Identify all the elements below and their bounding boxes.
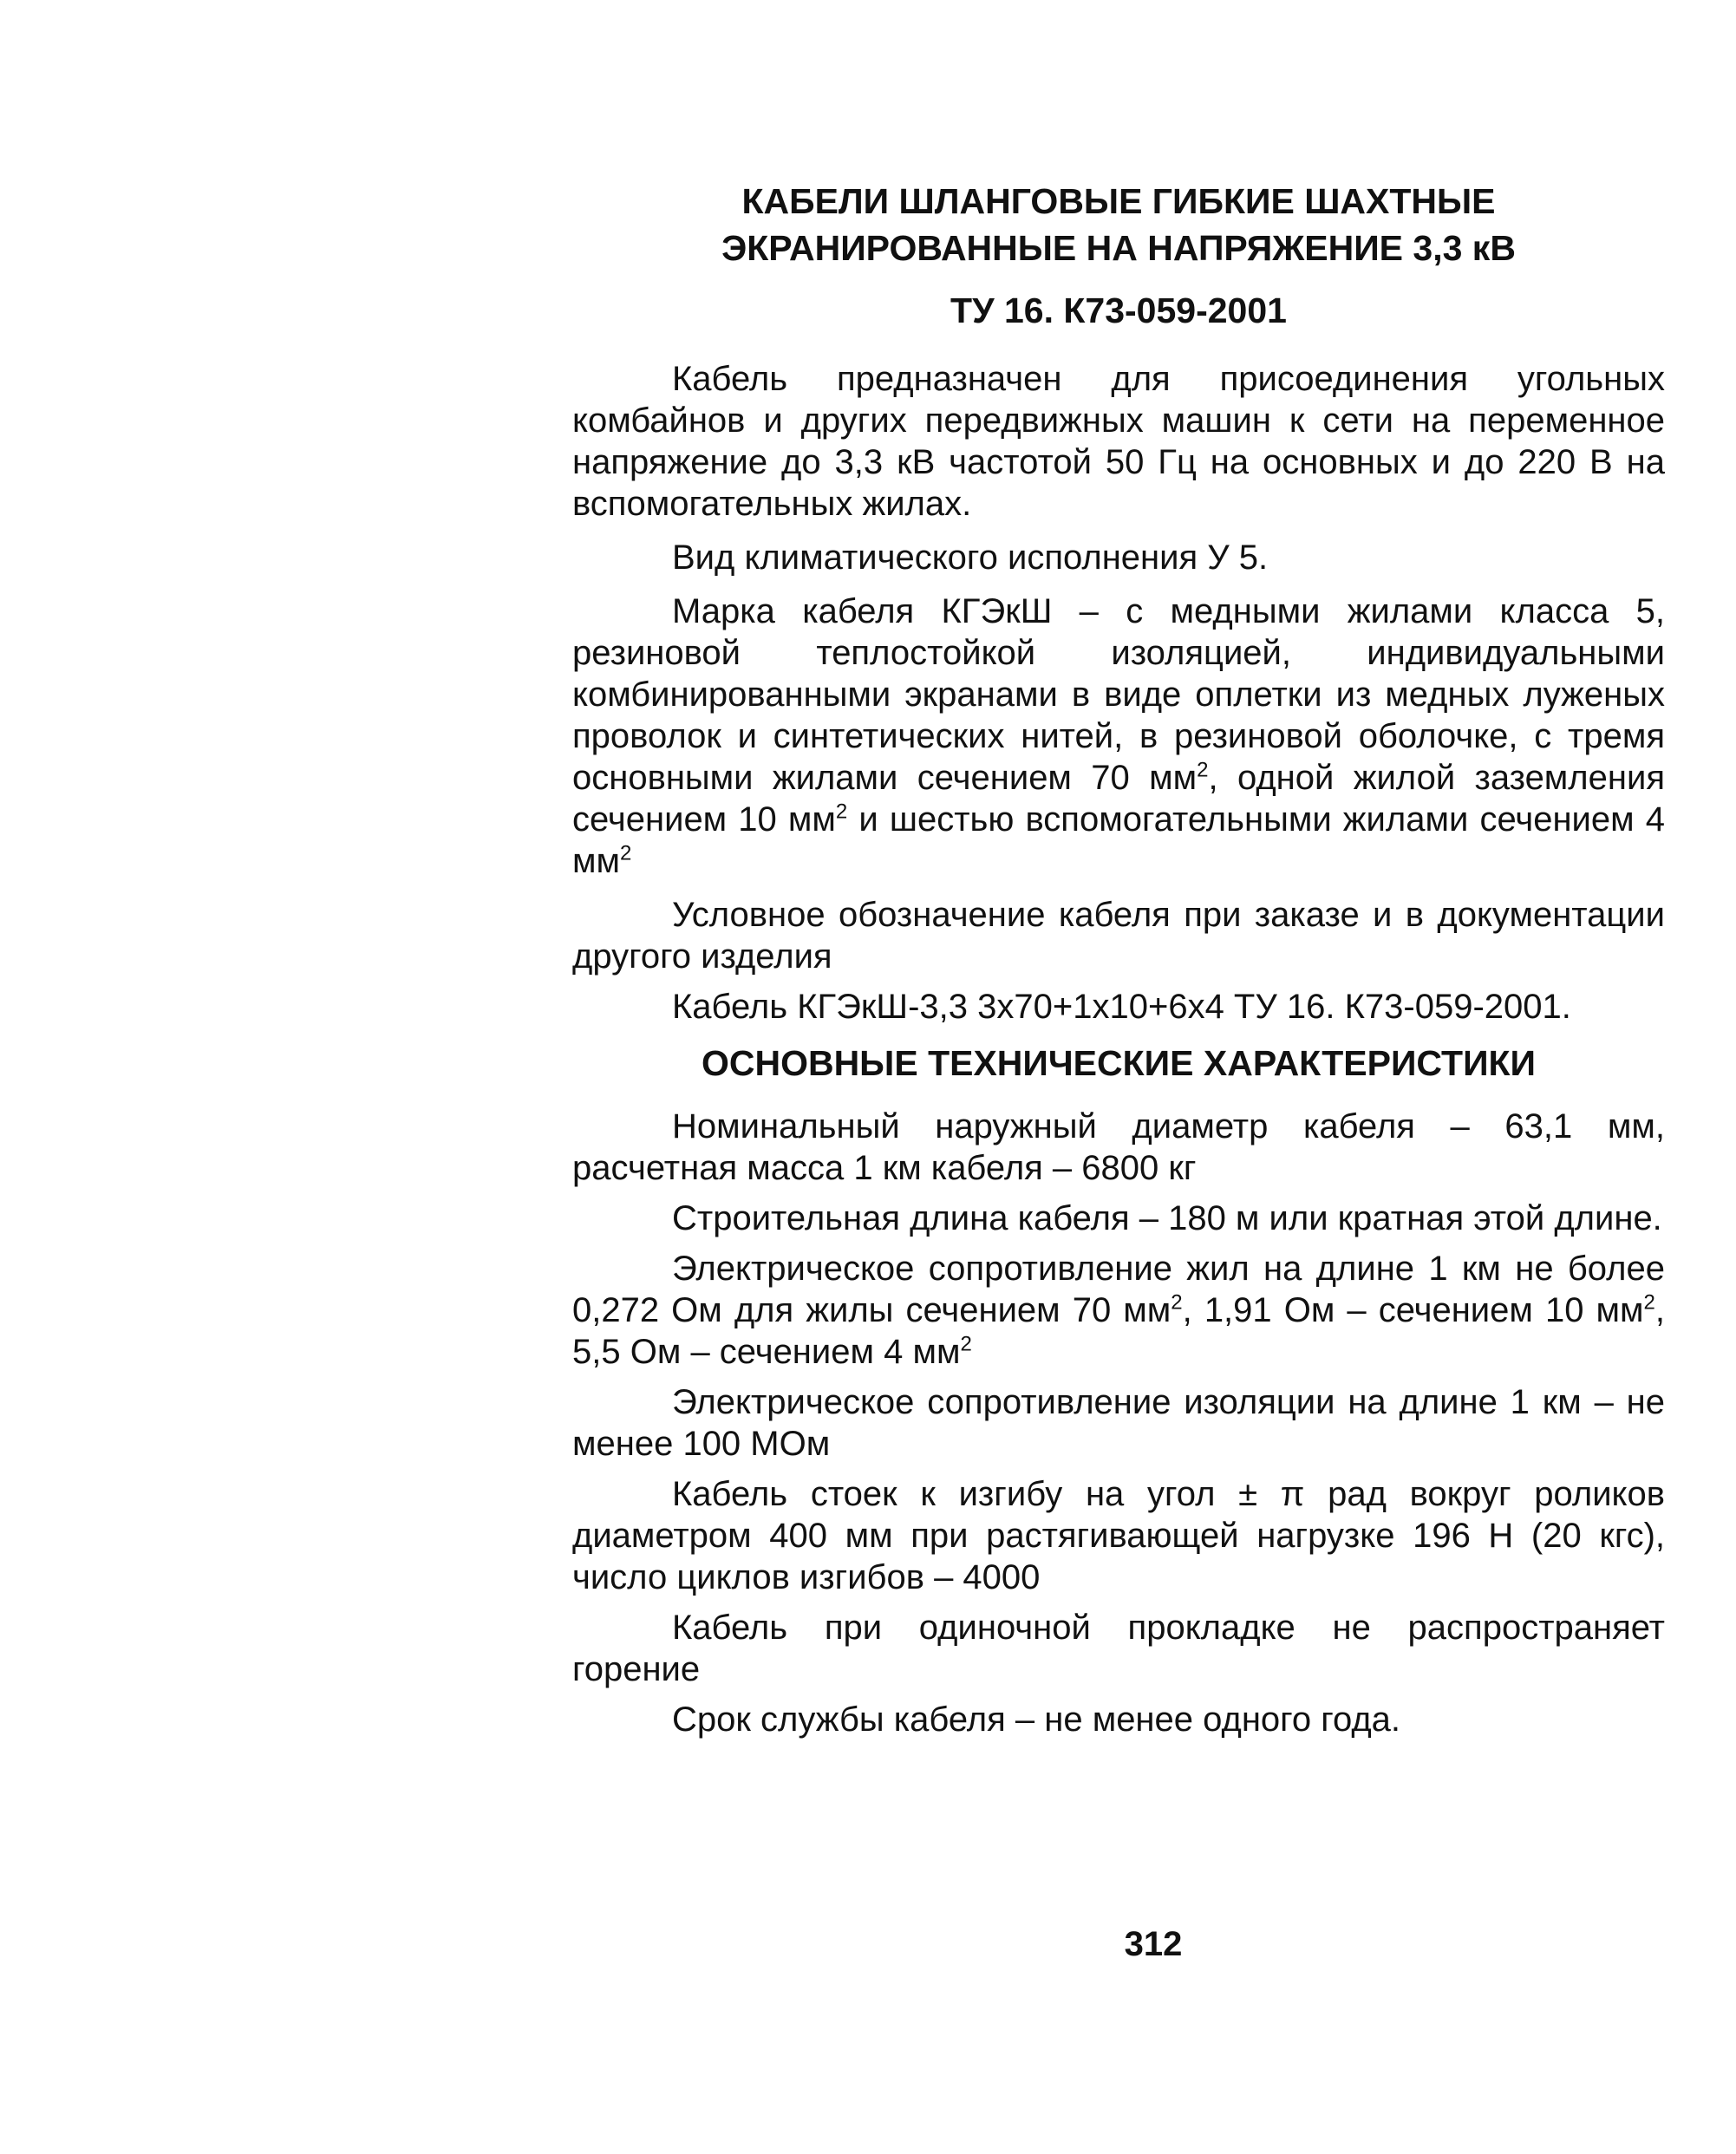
resistance-text-2: , 1,91 Ом – сечением 10 мм <box>1182 1291 1644 1329</box>
purpose-paragraph: Кабель предназначен для присоединения угольных комбайнов и других передвижных машин к сети на переменное напряжение до 3,3 кВ частотой 50 Гц на основных и до 220 В на вспомогательных жилах. <box>572 360 1665 523</box>
brand-superscript-3: 2 <box>620 841 632 865</box>
brand-paragraph <box>572 591 1665 882</box>
brand-text-3: и шестью вспомогательными жилами сечением 4 мм <box>572 800 1665 880</box>
brand-text-2: , одной жилой заземления сечением 10 мм <box>572 759 1665 839</box>
designation-intro-paragraph: Условное обозначение кабеля при заказе и в документации другого изделия <box>572 896 1665 976</box>
service-life-paragraph: Срок службы кабеля – не менее одного года. <box>672 1700 1401 1739</box>
diameter-mass-paragraph: Номинальный наружный диаметр кабеля – 63,1 мм, расчетная масса 1 км кабеля – 6800 кг <box>572 1107 1665 1187</box>
brand-superscript-1: 2 <box>1197 758 1209 782</box>
bending-paragraph: Кабель стоек к изгибу на угол ± π рад вокруг роликов диаметром 400 мм при растягивающей нагрузке 196 Н (20 кгс), число циклов изгибов – 4000 <box>572 1475 1665 1596</box>
brand-superscript-2: 2 <box>835 800 848 824</box>
resistance-text-1: Электрическое сопротивление жил на длине 1 км не более 0,272 Ом для жилы сечением 70 мм <box>572 1250 1665 1329</box>
insulation-paragraph: Электрическое сопротивление изоляции на длине 1 км – не менее 100 МОм <box>572 1383 1665 1463</box>
resistance-paragraph <box>572 1248 1665 1373</box>
brand-text-1: Марка кабеля КГЭкШ – с медными жилами класса 5, резиновой теплостойкой изоляцией, индивидуальными комбинированными экранами в виде оплетки из медных луженых проволок и синтетических нитей, в резиновой оболочке, с тремя основными жилами сечением 70 мм <box>572 592 1665 797</box>
resistance-superscript-2: 2 <box>1643 1290 1655 1315</box>
resistance-superscript-1: 2 <box>1171 1290 1183 1315</box>
designation-example-paragraph: Кабель КГЭкШ-3,3 3х70+1х10+6х4 ТУ 16. К73-059-2001. <box>672 988 1571 1026</box>
resistance-superscript-3: 2 <box>960 1332 972 1356</box>
spec-code: ТУ 16. К73-059-2001 <box>950 290 1287 330</box>
flame-paragraph: Кабель при одиночной прокладке не распространяет горение <box>572 1609 1665 1688</box>
page-number: 312 <box>1124 1925 1183 1963</box>
climate-paragraph: Вид климатического исполнения У 5. <box>672 538 1269 577</box>
title-line-1: КАБЕЛИ ШЛАНГОВЫЕ ГИБКИЕ ШАХТНЫЕ <box>741 181 1496 221</box>
title-line-2: ЭКРАНИРОВАННЫЕ НА НАПРЯЖЕНИЕ 3,3 кВ <box>721 228 1516 268</box>
length-paragraph: Строительная длина кабеля – 180 м или кратная этой длине. <box>672 1199 1662 1237</box>
section-title: ОСНОВНЫЕ ТЕХНИЧЕСКИЕ ХАРАКТЕРИСТИКИ <box>701 1043 1537 1083</box>
resistance-text-3: , 5,5 Ом – сечением 4 мм <box>572 1291 1665 1371</box>
document-title <box>572 178 1665 271</box>
page-content <box>572 178 1665 1749</box>
